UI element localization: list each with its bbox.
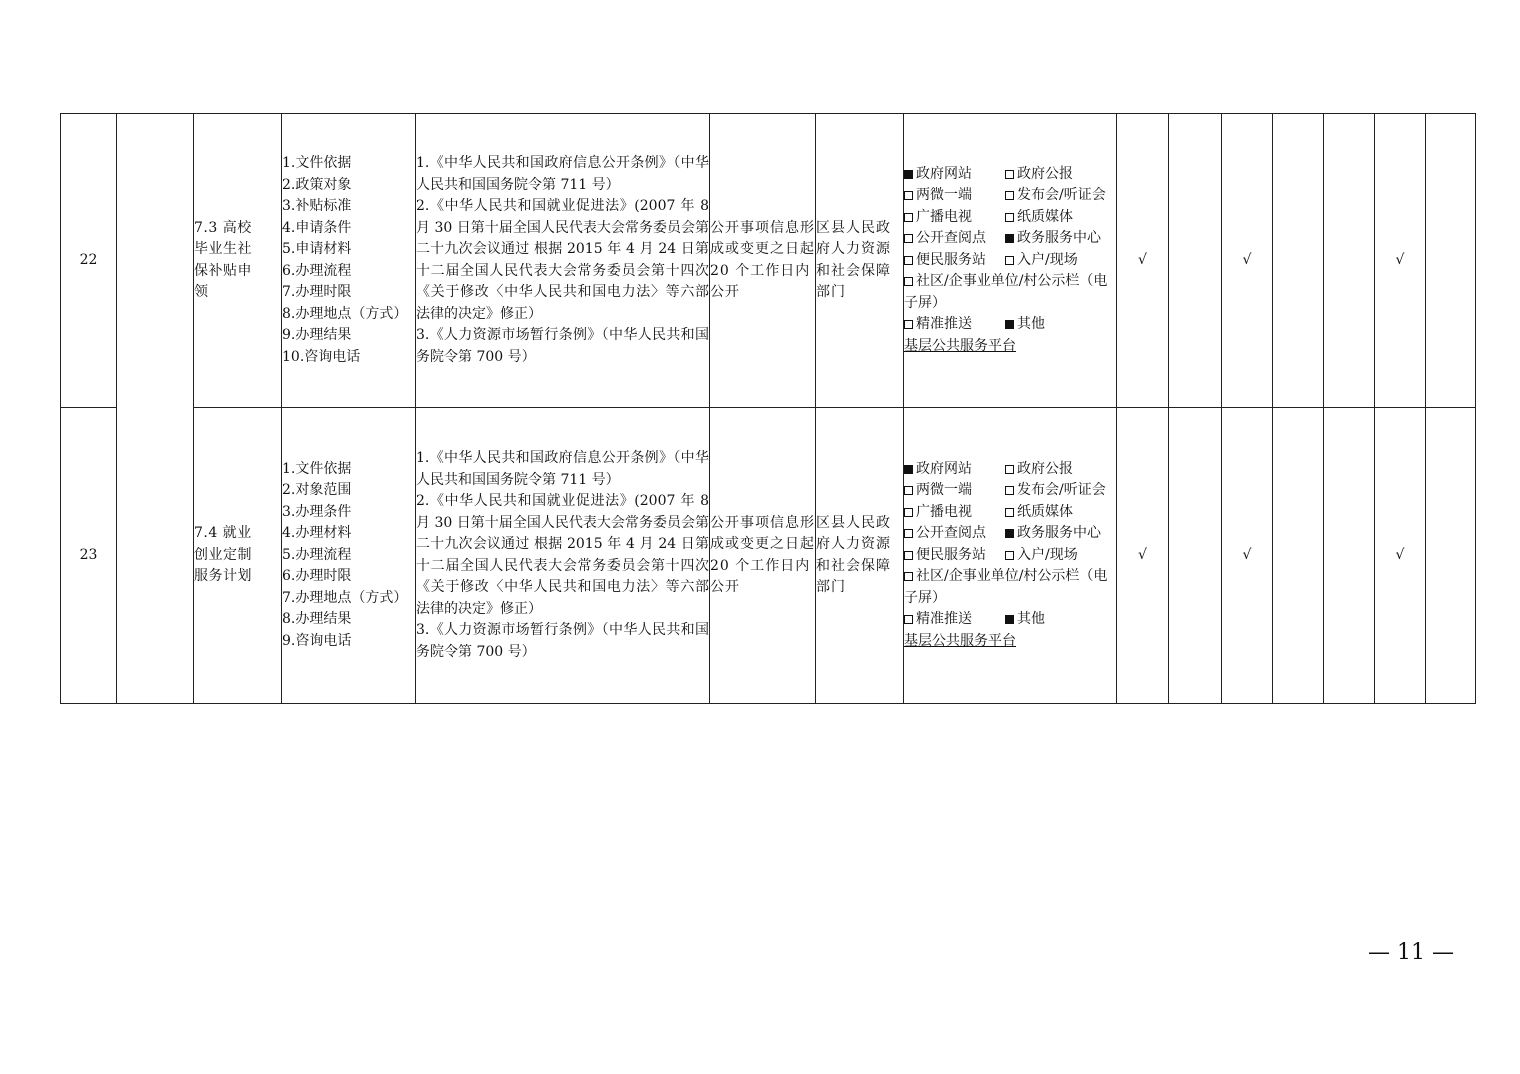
checkbox-empty-icon (1005, 508, 1014, 517)
tick-cell (1426, 114, 1476, 408)
checkbox-empty-icon (904, 572, 913, 581)
content-list: 1.文件依据 2.对象范围 3.办理条件 4.办理材料 5.办理流程 6.办理时限 7.办理地点（方式） 8.办理结果 9.咨询电话 (282, 408, 416, 704)
checkbox-checked-icon (904, 465, 913, 474)
tick-cell (1426, 408, 1476, 704)
checkbox-checked-icon (1005, 615, 1014, 624)
tick-cell: √ (1375, 408, 1426, 704)
tick-cell (1169, 408, 1222, 704)
checkbox-empty-icon (904, 551, 913, 560)
time-limit: 公开事项信息形成或变更之日起 20 个工作日内公开 (710, 408, 816, 704)
checkbox-empty-icon (904, 320, 913, 329)
channels-cell: 政府网站 政府公报 两微一端 发布会/听证会 广播电视 纸质媒体 公开查阅点 政务服务中心 便民服务站 入户/现场 社区/企事业单位/村公示栏（电子屏） 精准推送 其他 基层公共服务平台 (904, 408, 1117, 704)
checkbox-empty-icon (904, 234, 913, 243)
checkbox-empty-icon (904, 529, 913, 538)
page-number: — 11 — (1368, 940, 1454, 965)
item-name: 7.3 高校毕业生社保补贴申领 (194, 114, 282, 408)
checkbox-empty-icon (1005, 191, 1014, 200)
channels-cell: 政府网站 政府公报 两微一端 发布会/听证会 广播电视 纸质媒体 公开查阅点 政务服务中心 便民服务站 入户/现场 社区/企事业单位/村公示栏（电子屏） 精准推送 其他 基层公共服务平台 (904, 114, 1117, 408)
checkbox-checked-icon (1005, 234, 1014, 243)
responsible-subject: 区县人民政府人力资源和社会保障部门 (816, 114, 904, 408)
checkbox-empty-icon (1005, 256, 1014, 265)
tick-cell (1324, 408, 1375, 704)
tick-cell (1273, 408, 1324, 704)
row-number: 23 (61, 408, 117, 704)
legal-basis: 1.《中华人民共和国政府信息公开条例》（中华人民共和国国务院令第 711 号） 2.《中华人民共和国就业促进法》(2007 年 8 月 30 日第十届全国人民代表大会常务委员会第二十九次会议通过 根据 2015 年 4 月 24 日第十二届全国人民代表大会常务委员会第十四次《关于修改〈中华人民共和国电力法〉等六部法律的决定》修正） 3.《人力资源市场暂行条例》（中华人民共和国务院令第 700 号） (416, 408, 710, 704)
checkbox-empty-icon (1005, 551, 1014, 560)
checkbox-empty-icon (1005, 465, 1014, 474)
checkbox-empty-icon (904, 508, 913, 517)
table-row (61, 408, 1476, 704)
tick-cell: √ (1117, 408, 1169, 704)
tick-cell: √ (1117, 114, 1169, 408)
checkbox-empty-icon (904, 213, 913, 222)
responsible-subject: 区县人民政府人力资源和社会保障部门 (816, 408, 904, 704)
checkbox-checked-icon (1005, 320, 1014, 329)
checkbox-checked-icon (1005, 529, 1014, 538)
checkbox-checked-icon (904, 170, 913, 179)
table-row (61, 114, 1476, 408)
checkbox-empty-icon (904, 191, 913, 200)
item-name: 7.4 就业创业定制服务计划 (194, 408, 282, 704)
tick-cell (1324, 114, 1375, 408)
tick-cell: √ (1375, 114, 1426, 408)
tick-cell (1273, 114, 1324, 408)
other-channel-value: 基层公共服务平台 (904, 632, 1016, 649)
content-list: 1.文件依据 2.政策对象 3.补贴标准 4.申请条件 5.申请材料 6.办理流程 7.办理时限 8.办理地点（方式） 9.办理结果 10.咨询电话 (282, 114, 416, 408)
checkbox-empty-icon (1005, 486, 1014, 495)
checkbox-empty-icon (1005, 213, 1014, 222)
checkbox-empty-icon (1005, 170, 1014, 179)
tick-cell (1169, 114, 1222, 408)
time-limit: 公开事项信息形成或变更之日起 20 个工作日内公开 (710, 114, 816, 408)
disclosure-table (60, 113, 1476, 704)
category-cell (117, 114, 194, 704)
other-channel-value: 基层公共服务平台 (904, 337, 1016, 354)
checkbox-empty-icon (904, 277, 913, 286)
checkbox-empty-icon (904, 615, 913, 624)
tick-cell: √ (1222, 114, 1273, 408)
tick-cell: √ (1222, 408, 1273, 704)
legal-basis: 1.《中华人民共和国政府信息公开条例》（中华人民共和国国务院令第 711 号） 2.《中华人民共和国就业促进法》(2007 年 8 月 30 日第十届全国人民代表大会常务委员会第二十九次会议通过 根据 2015 年 4 月 24 日第十二届全国人民代表大会常务委员会第十四次《关于修改〈中华人民共和国电力法〉等六部法律的决定》修正） 3.《人力资源市场暂行条例》（中华人民共和国务院令第 700 号） (416, 114, 710, 408)
checkbox-empty-icon (904, 256, 913, 265)
checkbox-empty-icon (904, 486, 913, 495)
row-number: 22 (61, 114, 117, 408)
